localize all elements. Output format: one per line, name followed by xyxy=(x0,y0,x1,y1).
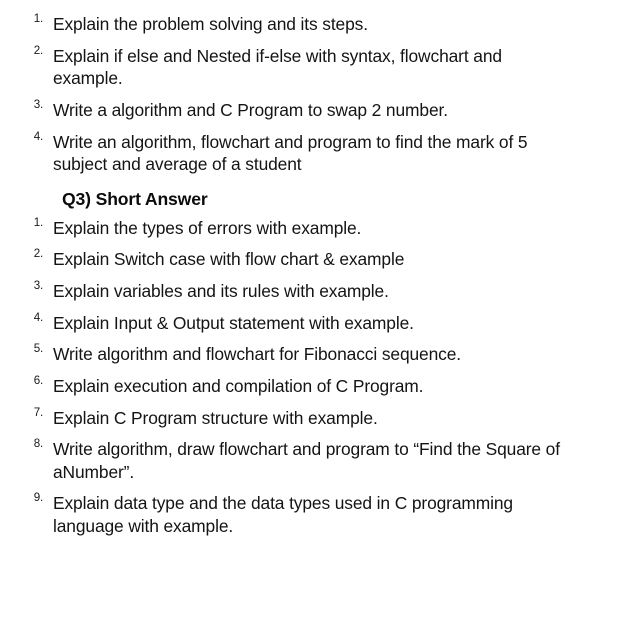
list-item-number: 3. xyxy=(33,279,43,293)
list-item-text: Write a algorithm and C Program to swap 2 number. xyxy=(53,99,448,120)
list-item-number: 3. xyxy=(33,97,43,111)
list-item-text: Write algorithm and flowchart for Fibonacci sequence. xyxy=(53,344,461,365)
list-item xyxy=(0,45,565,90)
list-item-number: 4. xyxy=(33,129,43,143)
list-item-text: Explain Input & Output statement with example. xyxy=(53,312,414,333)
list-item xyxy=(0,492,565,537)
list-item-text: Write algorithm, draw flowchart and program to “Find the Square of aNumber”. xyxy=(53,439,560,482)
list-item xyxy=(0,217,565,240)
list-item-number: 8. xyxy=(33,437,43,451)
list-item xyxy=(0,343,565,366)
list-item xyxy=(0,312,565,335)
list-item xyxy=(0,131,565,176)
list-item-number: 5. xyxy=(33,342,43,356)
list-item-number: 9. xyxy=(33,491,43,505)
list-item-text: Explain execution and compilation of C Program. xyxy=(53,375,424,396)
list-item xyxy=(0,407,565,430)
list-item-number: 1. xyxy=(33,12,43,25)
list-item-text: Explain if else and Nested if-else with syntax, flowchart and example. xyxy=(53,45,502,89)
list-item-number: 7. xyxy=(33,405,43,419)
list-item xyxy=(0,375,565,398)
list-item-number: 2. xyxy=(33,247,43,261)
list-item-text: Explain the problem solving and its steps. xyxy=(53,14,368,34)
list-item xyxy=(0,13,565,36)
list-item-number: 6. xyxy=(33,373,43,387)
list-item-text: Explain C Program structure with example. xyxy=(53,407,378,428)
list-item-text: Explain variables and its rules with example. xyxy=(53,281,389,302)
list-item xyxy=(0,438,565,483)
list-item-number: 4. xyxy=(33,310,43,324)
list-item-number: 2. xyxy=(33,43,43,57)
list-item xyxy=(0,99,565,122)
long-answer-question-list xyxy=(0,13,631,176)
list-item-text: Explain the types of errors with example. xyxy=(53,217,362,238)
short-answer-question-list xyxy=(0,217,631,538)
section-heading-q3: Q3) Short Answer xyxy=(62,188,208,209)
list-item-text: Explain Switch case with flow chart & example xyxy=(53,249,405,270)
list-item xyxy=(0,248,565,271)
list-item-text: Write an algorithm, flowchart and program to find the mark of 5 subject and average of a student xyxy=(53,131,528,175)
list-item-number: 1. xyxy=(33,215,43,229)
list-item-text: Explain data type and the data types used in C programming language with example. xyxy=(53,493,513,537)
list-item xyxy=(0,280,565,303)
